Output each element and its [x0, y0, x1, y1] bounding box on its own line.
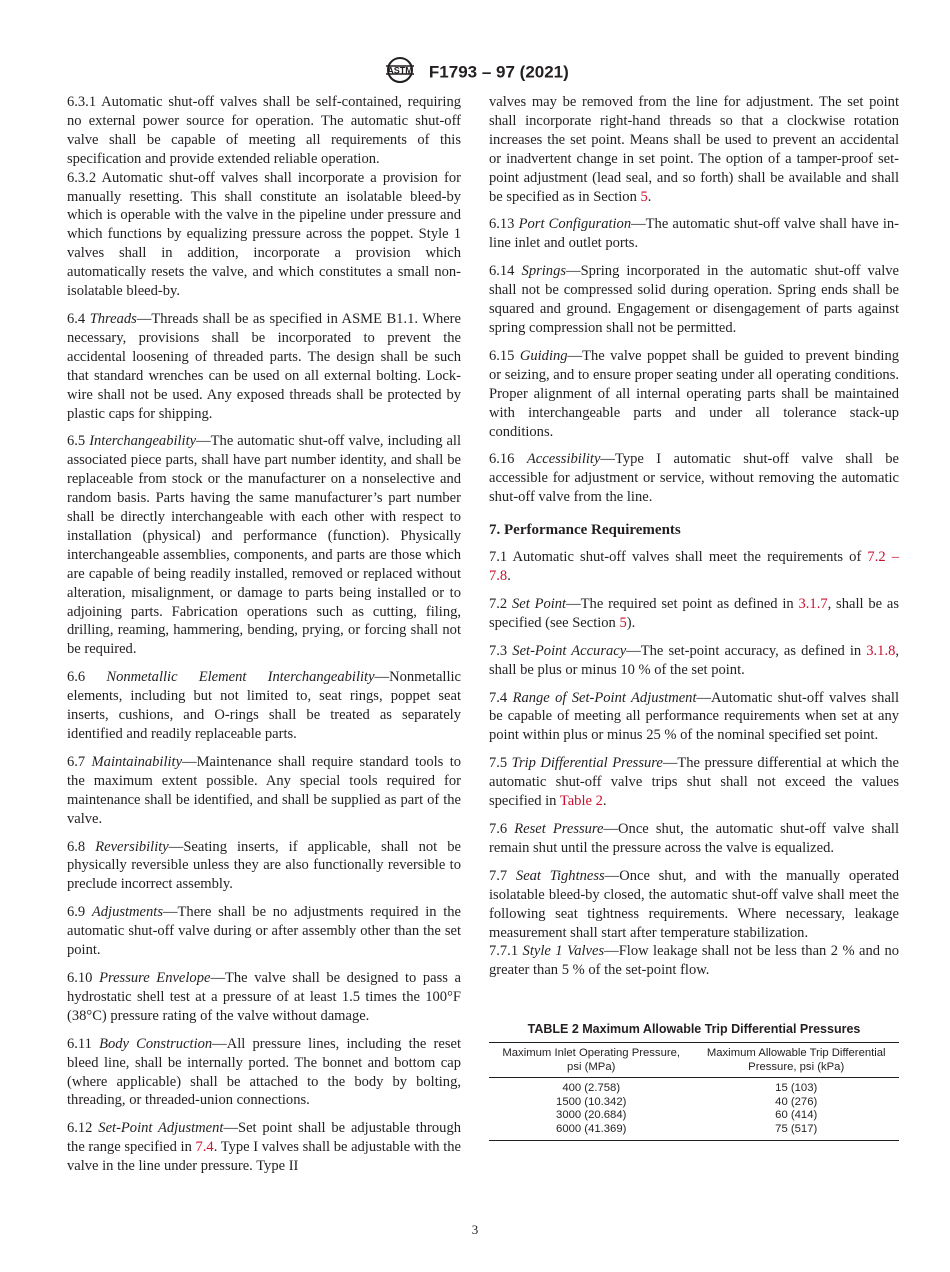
- paragraph-6-3-2: 6.3.2 Automatic shut-off valves shall incorporate a provision for manually resetting. This shall constitute an isolatable bleed-by which is operable with the valve in the pipeline under pressure and which functions by equalizing pressure across the poppet. Style 1 valves shall in addition, incorporate a provision which automatically resets the valve, and which constitutes a small non-isolatable bleed-by.: [67, 169, 461, 300]
- xref-link[interactable]: 5: [640, 188, 648, 205]
- left-column: [67, 93, 461, 1176]
- xref-link[interactable]: 5: [619, 614, 627, 631]
- paragraph-7-6: 7.6 Reset Pressure—Once shut, the automatic shut-off valve shall remain shut until the pressure across the valve is equalized.: [489, 821, 900, 856]
- paragraph-6-12-continued: valves may be removed from the line for adjustment. The set point shall incorporate right-hand threads so that a clockwise rotation increases the set point. Means shall be used to prevent an accidental or inadvertent change in set point. The option of a tamper-proof set-point adjustment (lead seal, and so forth) shall be available and shall be specified as in Section 5.: [489, 94, 899, 205]
- column-header: Maximum Inlet Operating Pressure, psi (MPa): [489, 1043, 693, 1078]
- table-cell: 60 (414): [775, 1109, 818, 1122]
- xref-link[interactable]: Table 2: [559, 793, 603, 810]
- paragraph-6-13: 6.13 Port Configuration—The automatic shut-off valve shall have in-line inlet and outlet ports.: [489, 216, 899, 252]
- xref-link[interactable]: 7.4: [195, 1139, 214, 1156]
- table-cell: 1500 (10.342): [556, 1095, 627, 1108]
- svg-text:ASTM: ASTM: [387, 65, 413, 76]
- paragraph-6-8: 6.8 Reversibility—Seating inserts, if applicable, shall not be physically reversible unless they are also functionally reversible to preclude incorrect assembly.: [67, 838, 461, 893]
- paragraph-6-4: 6.4 Threads—Threads shall be as specified in ASME B1.1. Where necessary, provisions shall be incorporated to prevent the accidental loosening of threaded parts. The design shall be such that standard wrenches can be used on all external bolting. Lock-wire shall not be used. Any exposed threads shall be protected by plastic caps for shipping.: [67, 310, 461, 422]
- paragraph-7-2: 7.2 Set Point—The required set point as defined in 3.1.7, shall be as specified (see Section 5).: [489, 595, 899, 631]
- paragraph-6-3-1: 6.3.1 Automatic shut-off valves shall be self-contained, requiring no external power source for operation. The automatic shut-off valve shall be capable of meeting all requirements of this specification and provide extended reliable operation.: [67, 94, 461, 167]
- page-header: [0, 56, 950, 89]
- column-header: Maximum Allowable Trip Differential Pressure, psi (kPa): [693, 1043, 899, 1078]
- table-row: [489, 1109, 899, 1123]
- xref-link[interactable]: 3.1.8: [866, 642, 896, 659]
- xref-link[interactable]: 3.1.7: [798, 595, 828, 612]
- paragraph-6-14: 6.14 Springs—Spring incorporated in the automatic shut-off valve shall not be compressed solid during operation. Spring ends shall be squared and ground. Engagement or disengagement of parts against spring compression shall not be permitted.: [489, 263, 899, 336]
- table-2: [489, 1022, 899, 1140]
- paragraph-6-16: 6.16 Accessibility—Type I automatic shut-off valve shall be accessible for adjustment or service, without removing the automatic shut-off valve from the line.: [489, 451, 899, 506]
- paragraph-6-10: 6.10 Pressure Envelope—The valve shall be designed to pass a hydrostatic shell test at a pressure of at least 1.5 times the 100°F (38°C) pressure rating of the valve without damage.: [67, 969, 462, 1024]
- paragraph-6-15: 6.15 Guiding—The valve poppet shall be guided to prevent binding or seizing, and to ensure proper seating under all operating conditions. Proper alignment of all internal operating parts shall be maintained with interchangeable parts and under all tolerance stack-up conditions.: [489, 347, 900, 440]
- section-heading: 7. Performance Requirements: [489, 522, 681, 539]
- paragraph-7-1: 7.1 Automatic shut-off valves shall meet the requirements of 7.2 – 7.8.: [489, 549, 899, 585]
- table-cell: 75 (517): [693, 1123, 899, 1140]
- page-number: 3: [471, 1222, 479, 1237]
- astm-logo-icon: [381, 56, 419, 89]
- table-row: [489, 1123, 899, 1140]
- table-row: [489, 1096, 899, 1110]
- table-cell: 15 (103): [775, 1082, 818, 1095]
- table-row: [489, 1078, 899, 1096]
- paragraph-7-7: 7.7 Seat Tightness—Once shut, and with the manually operated isolatable bleed-by closed, the automatic shut-off valve shall meet the following seat tightness requirements. Where necessary, leakage measurement shall start after temperature stabilization.: [489, 867, 900, 941]
- paragraph-7-3: 7.3 Set-Point Accuracy—The set-point accuracy, as defined in 3.1.8, shall be plus or minus 10 % of the set point.: [489, 642, 899, 678]
- table-caption: TABLE 2 Maximum Allowable Trip Differential Pressures: [527, 1022, 861, 1037]
- right-column: [489, 93, 899, 1141]
- table-cell: 40 (276): [775, 1095, 818, 1108]
- table-cell: 3000 (20.684): [556, 1109, 627, 1122]
- trip-pressure-table: [489, 1042, 899, 1140]
- paragraph-6-9: 6.9 Adjustments—There shall be no adjustments required in the automatic shut-off valve during or after assembly other than the set point.: [67, 904, 462, 959]
- paragraph-6-6: 6.6 Nonmetallic Element Interchangeability—Nonmetallic elements, including but not limited to, seat rings, poppet seat inserts, cushions, and O-rings shall be treated as separately identified and readily replaceable parts.: [67, 669, 461, 742]
- paragraph-6-5: 6.5 Interchangeability—The automatic shut-off valve, including all associated piece parts, shall have part number identity, and shall be replaceable from stock or the manufacturer on a nonselective and random basis. Parts having the same manufacturer’s part number shall be directly interchangeable with each other with respect to installation (physical) and performance (function). Physically interchangeable assemblies, components, and parts are those which are capable of being readily installed, removed or replaced without alteration, misalignment, or damage to parts being installed or to adjoining parts. Fabrication operations such as cutting, filing, drilling, reaming, hammering, bending, prying, or forcing shall not be required.: [67, 433, 462, 658]
- paragraph-6-7: 6.7 Maintainability—Maintenance shall require standard tools to the maximum extent possible. Any special tools required for maintenance shall be identified, and shall be supplied as part of the valve.: [67, 753, 462, 827]
- table-cell: 400 (2.758): [562, 1082, 621, 1095]
- xref-link[interactable]: 7.2 – 7.8: [489, 549, 899, 585]
- paragraph-7-5: 7.5 Trip Differential Pressure—The pressure differential at which the automatic shut-off valve trips shut shall not exceed the values specified in Table 2.: [489, 755, 899, 810]
- paragraph-6-11: 6.11 Body Construction—All pressure lines, including the reset bleed line, shall be internally ported. The bonnet and bottom cap (where applicable) shall be attached to the body by bolting, threading, or threaded-union connections.: [67, 1035, 461, 1109]
- paragraph-7-4: 7.4 Range of Set-Point Adjustment—Automatic shut-off valves shall be capable of meeting all performance requirements when set at any point within plus or minus 25 % of the nominal specified set point.: [489, 689, 899, 744]
- paragraph-7-7-1: 7.7.1 Style 1 Valves—Flow leakage shall not be less than 2 % and no greater than 5 % of the set-point flow.: [489, 943, 900, 979]
- document-designation: F1793 – 97 (2021): [428, 62, 569, 82]
- paragraph-6-12: 6.12 Set-Point Adjustment—Set point shall be adjustable through the range specified in 7.4. Type I valves shall be adjustable with the valve in the line under pressure. Type II: [67, 1120, 461, 1175]
- table-cell: 6000 (41.369): [489, 1123, 693, 1140]
